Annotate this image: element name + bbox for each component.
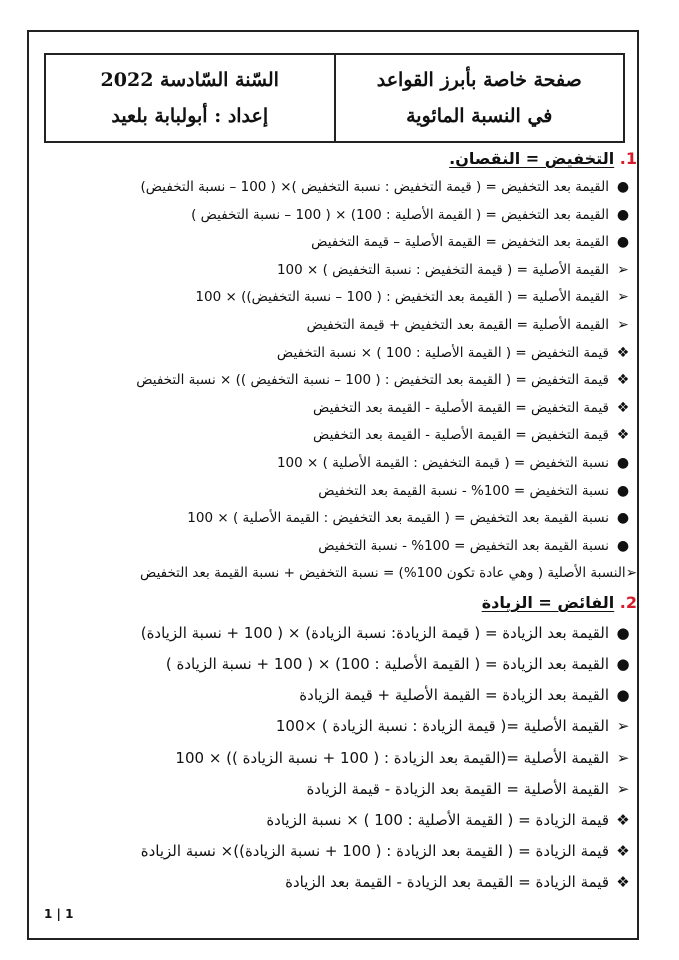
- bullet-icon: ●: [616, 686, 630, 705]
- bullet-icon: ●: [616, 454, 630, 471]
- header-table: [44, 53, 625, 143]
- rule-line: [39, 395, 639, 423]
- arrow-icon: ➢: [616, 717, 630, 736]
- bullet-icon: ●: [616, 206, 630, 223]
- arrow-icon: ➢: [617, 316, 629, 333]
- rule-text: قيمة التخفيض = ( القيمة بعد التخفيض : ( 100 – نسبة التخفيض )) × نسبة التخفيض: [136, 372, 609, 389]
- diamond-icon: ❖: [616, 399, 630, 416]
- rule-text: النسبة الأصلية ( وهي عادة تكون 100%) = نسبة التخفيض + نسبة القيمة بعد التخفيض: [140, 565, 626, 582]
- rule-text: القيمة بعد الزيادة = القيمة الأصلية + قيمة الزيادة: [299, 686, 609, 705]
- arrow-icon: ➢: [617, 261, 629, 278]
- rule-text: نسبة القيمة بعد التخفيض = 100% - نسبة التخفيض: [318, 537, 609, 554]
- rule-line: [39, 174, 639, 202]
- rule-text: القيمة بعد التخفيض = ( قيمة التخفيض : نسبة التخفيض )× ( 100 – نسبة التخفيض): [140, 179, 609, 195]
- diamond-icon: ❖: [616, 427, 630, 444]
- rule-text: قيمة التخفيض = القيمة الأصلية - القيمة بعد التخفيض: [313, 427, 609, 444]
- rule-line: [39, 836, 639, 867]
- rule-text: قيمة التخفيض = ( القيمة الأصلية : 100 ) × نسبة التخفيض: [276, 344, 609, 361]
- rule-line: [39, 450, 639, 478]
- rule-line: [39, 680, 639, 711]
- rule-line: [39, 202, 639, 230]
- rule-line: [39, 649, 639, 680]
- rule-line: [39, 229, 639, 257]
- section-title: الفائض = الزيادة: [481, 592, 615, 612]
- header-author: إعداد : أبولبابة بلعيد: [111, 105, 269, 127]
- rule-line: [39, 867, 639, 898]
- section-discount-list: [39, 174, 639, 588]
- bullet-icon: ●: [616, 482, 630, 499]
- rule-text: نسبة التخفيض = 100% - نسبة القيمة بعد التخفيض: [318, 482, 609, 499]
- rule-line: [39, 367, 639, 395]
- diamond-icon: ❖: [616, 372, 630, 389]
- rule-text: قيمة الزيادة = ( القيمة الأصلية : 100 ) × نسبة الزيادة: [266, 811, 609, 830]
- rule-text: القيمة بعد الزيادة = ( القيمة الأصلية : 100) × ( 100 + نسبة الزيادة ): [165, 655, 609, 674]
- rule-text: القيمة بعد التخفيض = ( القيمة الأصلية : 100) × ( 100 – نسبة التخفيض ): [191, 206, 609, 223]
- arrow-icon: ➢: [616, 748, 630, 767]
- rule-line: [39, 805, 639, 836]
- rule-line: [39, 533, 639, 561]
- section-number: 2.: [619, 592, 637, 612]
- rule-line: [39, 257, 639, 285]
- rule-text: قيمة التخفيض = القيمة الأصلية - القيمة بعد التخفيض: [313, 399, 609, 416]
- rule-line: [39, 711, 639, 742]
- rule-line: [39, 340, 639, 368]
- diamond-icon: ❖: [616, 344, 630, 361]
- diamond-icon: ❖: [616, 842, 630, 861]
- rule-line: [39, 284, 639, 312]
- diamond-icon: ❖: [616, 811, 630, 830]
- bullet-icon: ●: [616, 234, 630, 251]
- rule-text: القيمة بعد التخفيض = القيمة الأصلية – قيمة التخفيض: [311, 234, 609, 251]
- rule-line: [39, 618, 639, 649]
- rules-content: [39, 144, 639, 899]
- header-title: صفحة خاصة بأبرز القواعد: [376, 69, 582, 91]
- section-number: 1.: [619, 149, 637, 168]
- rule-text: نسبة التخفيض = ( قيمة التخفيض : القيمة الأصلية ) × 100: [276, 454, 609, 471]
- bullet-icon: ●: [616, 510, 630, 527]
- arrow-icon: ➢: [616, 779, 630, 798]
- rule-line: [39, 505, 639, 533]
- bullet-icon: ●: [616, 179, 630, 195]
- header-subtitle: في النسبة المائوية: [406, 105, 553, 127]
- rule-text: القيمة الأصلية = ( قيمة التخفيض : نسبة التخفيض ) × 100: [276, 261, 609, 278]
- bullet-icon: ●: [616, 537, 630, 554]
- header-title-cell: [336, 55, 624, 141]
- rule-line: [39, 478, 639, 506]
- arrow-icon: ➢: [625, 565, 637, 582]
- rule-text: القيمة بعد الزيادة = ( قيمة الزيادة: نسبة الزيادة) × ( 100 + نسبة الزيادة): [140, 623, 609, 642]
- diamond-icon: ❖: [616, 873, 630, 892]
- rule-text: القيمة الأصلية = ( القيمة بعد التخفيض : ( 100 – نسبة التخفيض)) × 100: [195, 289, 609, 306]
- section-increase-list: [39, 618, 639, 899]
- rule-line: [39, 774, 639, 805]
- rule-line: [39, 312, 639, 340]
- bullet-icon: ●: [616, 655, 630, 674]
- rule-text: قيمة الزيادة = ( القيمة بعد الزيادة : ( 100 + نسبة الزيادة))× نسبة الزيادة: [140, 842, 609, 861]
- section-title: التخفيض = النقصان.: [449, 149, 615, 168]
- rule-text: قيمة الزيادة = القيمة بعد الزيادة - القيمة بعد الزيادة: [285, 873, 609, 892]
- rule-text: نسبة القيمة بعد التخفيض = ( القيمة بعد التخفيض : القيمة الأصلية ) × 100: [187, 510, 609, 527]
- rule-text: القيمة الأصلية = القيمة بعد التخفيض + قيمة التخفيض: [306, 316, 609, 333]
- header-grade: السّنة السّادسة 2022: [100, 69, 279, 91]
- page-number: 1 | 1: [44, 907, 74, 921]
- section-heading-increase: [39, 588, 639, 618]
- rule-text: القيمة الأصلية =( قيمة الزيادة : نسبة الزيادة ) ×100: [275, 717, 609, 736]
- rule-text: القيمة الأصلية =(القيمة بعد الزيادة : ( 100 + نسبة الزيادة )) × 100: [175, 748, 609, 767]
- rule-line: [39, 560, 639, 588]
- section-heading-discount: [39, 144, 639, 174]
- rule-text: القيمة الأصلية = القيمة بعد الزيادة - قيمة الزيادة: [306, 779, 609, 798]
- rule-line: [39, 422, 639, 450]
- header-author-cell: [46, 55, 336, 141]
- rule-line: [39, 743, 639, 774]
- bullet-icon: ●: [616, 623, 630, 642]
- arrow-icon: ➢: [617, 289, 629, 306]
